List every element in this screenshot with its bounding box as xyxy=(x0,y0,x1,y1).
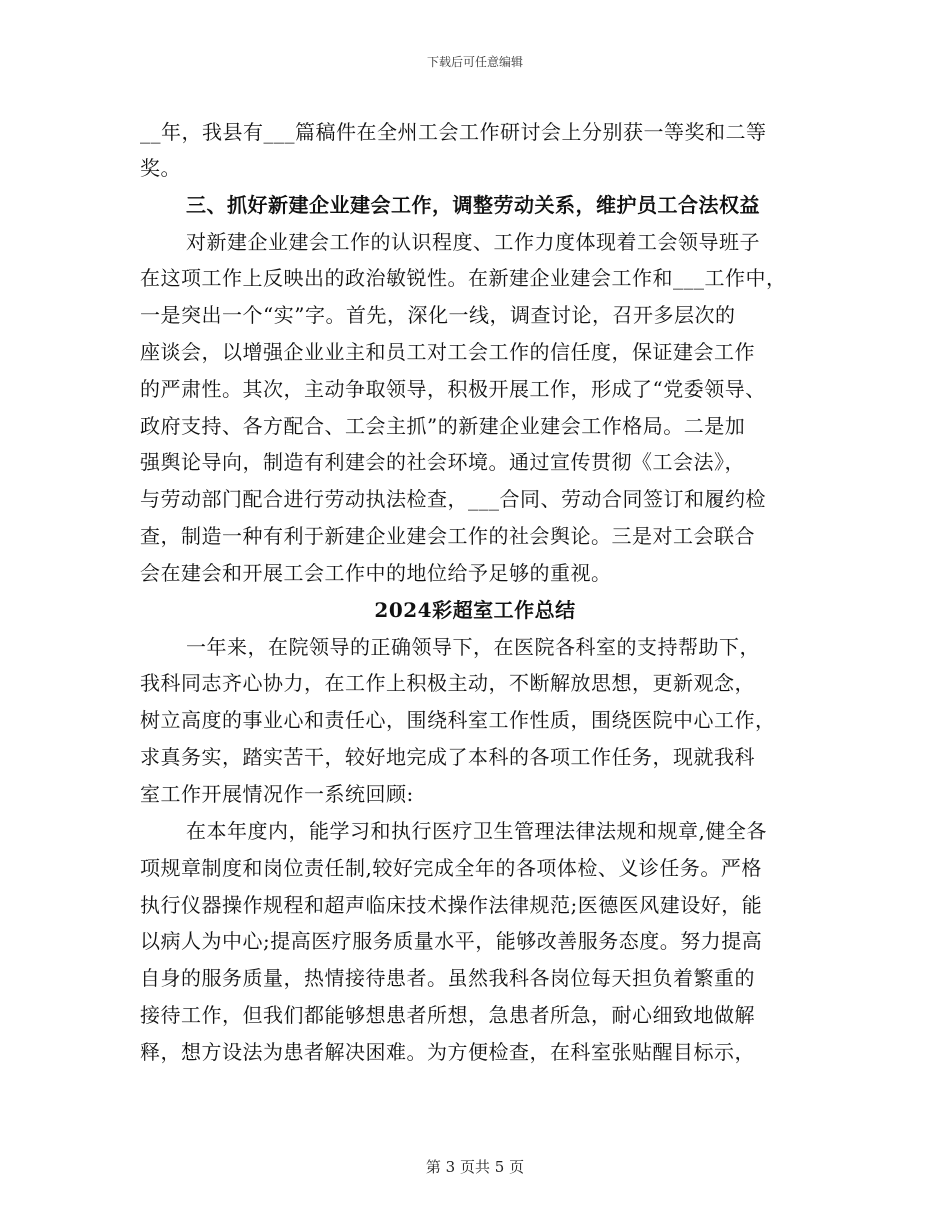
page-header: 下载后可任意编辑 xyxy=(426,55,523,69)
text-line: 我科同志齐心协力，在工作上积极主动，不断解放思想，更新观念， xyxy=(140,671,755,695)
text-line: 接待工作，但我们都能够想患者所想，急患者所急，耐心细致地做解 xyxy=(140,1003,755,1027)
text-line: 执行仪器操作规程和超声临床技术操作法律规范;医德医风建设好，能 xyxy=(140,893,763,917)
text-line: 释，想方设法为患者解决困难。为方便检查，在科室张贴醒目标示， xyxy=(140,1040,755,1064)
text-line: 自身的服务质量，热情接待患者。虽然我科各岗位每天担负着繁重的 xyxy=(140,966,755,990)
text-line: 一是突出一个“实”字。首先，深化一线，调查讨论，召开多层次的 xyxy=(140,303,736,327)
text-line: 政府支持、各方配合、工会主抓”的新建企业建会工作格局。二是加 xyxy=(140,414,746,438)
text-line: 在这项工作上反映出的政治敏锐性。在新建企业建会工作和___工作中， xyxy=(140,266,787,290)
text-line: 求真务实，踏实苦干，较好地完成了本科的各项工作任务，现就我科 xyxy=(140,745,755,769)
text-line: 会在建会和开展工会工作中的地位给予足够的重视。 xyxy=(140,561,612,585)
text-line: 在本年度内，能学习和执行医疗卫生管理法律法规和规章,健全各 xyxy=(186,819,767,843)
document-title: 2024彩超室工作总结 xyxy=(374,598,576,622)
text-line: 与劳动部门配合进行劳动执法检查，___合同、劳动合同签订和履约检 xyxy=(140,487,766,511)
text-line: __年，我县有___篇稿件在全州工会工作研讨会上分别获一等奖和二等 xyxy=(140,120,767,144)
text-line: 项规章制度和岗位责任制,较好完成全年的各项体检、义诊任务。严格 xyxy=(140,856,762,880)
page-footer: 第 3 页共 5 页 xyxy=(425,1158,525,1176)
text-line: 对新建企业建会工作的认识程度、工作力度体现着工会领导班子 xyxy=(186,230,760,254)
text-line: 的严肃性。其次，主动争取领导，积极开展工作，形成了“党委领导、 xyxy=(140,377,766,401)
text-line: 一年来，在院领导的正确领导下，在医院各科室的支持帮助下， xyxy=(186,635,760,659)
section-heading: 三、抓好新建企业建会工作，调整劳动关系，维护员工合法权益 xyxy=(186,193,760,217)
text-line: 树立高度的事业心和责任心，围绕科室工作性质，围绕医院中心工作， xyxy=(140,708,776,732)
text-line: 强舆论导向，制造有利建会的社会环境。通过宣传贯彻《工会法》， xyxy=(140,450,745,474)
text-line: 查，制造一种有利于新建企业建会工作的社会舆论。三是对工会联合 xyxy=(140,524,755,548)
text-line: 奖。 xyxy=(140,156,181,180)
text-line: 以病人为中心;提高医疗服务质量水平，能够改善服务态度。努力提高 xyxy=(140,929,763,953)
text-line: 座谈会，以增强企业业主和员工对工会工作的信任度，保证建会工作 xyxy=(140,340,755,364)
text-line: 室工作开展情况作一系统回顾: xyxy=(140,782,414,806)
